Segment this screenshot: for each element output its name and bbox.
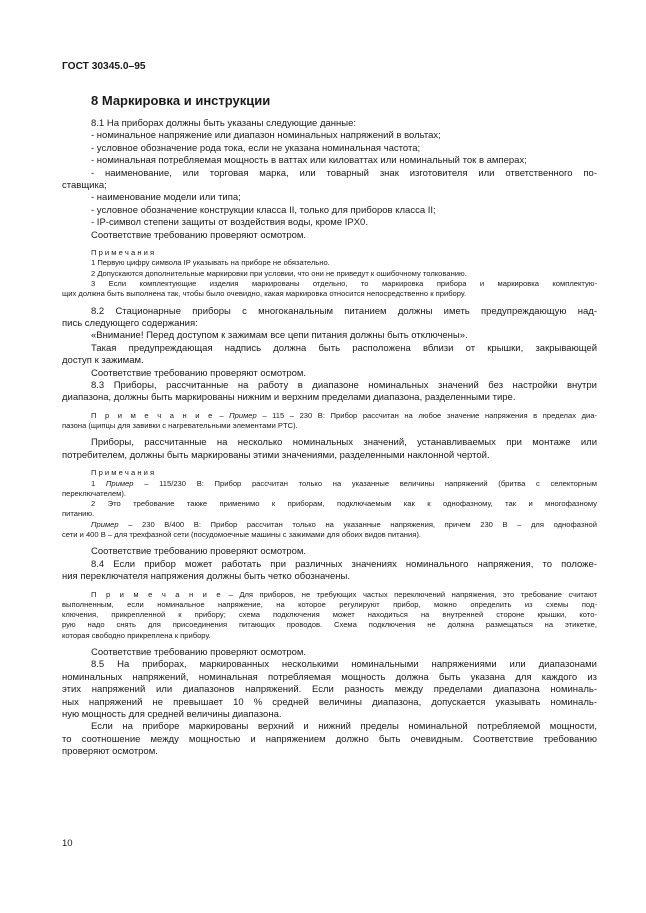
note-text: – 115/230 В: Прибор рассчитан только на указанные величины напряжений (бритва с селекторным [133, 478, 597, 488]
example-label: Пример [91, 519, 119, 529]
note-line: 2 Это требование также применимо к приборам, подключаемым как к однофазному, так и многофазному [91, 499, 597, 509]
clause-8-5-line: ных напряжений не превышает 10 % средней величины диапазона, допускается указывать номиналь- [62, 696, 597, 708]
compliance-check: Соответствие требованию проверяют осмотром. [91, 229, 307, 241]
clause-8-1-lead: 8.1 На приборах должны быть указаны следующие данные: [91, 118, 357, 129]
note-label: П р и м е ч а н и е [91, 410, 214, 420]
note-text: – 230 В/400 В: Прибор рассчитан только на указанные напряжения, причем 230 В – для однофазной [118, 519, 597, 529]
list-item: - IP-символ степени защиты от воздействия воды, кроме IPX0. [91, 217, 368, 229]
clause-8-2-line: пись следующего содержания: [62, 317, 198, 329]
note-line: ключения, прикрепленной к прибору; схема подключения может находиться на внутренней стороне крышки, кото- [62, 610, 597, 620]
example-label: Пример [105, 478, 134, 488]
note-item: 1 Первую цифру символа IP указывать на приборе не обязательно. [91, 258, 330, 268]
list-item: - наименование модели или типа; [91, 192, 241, 204]
clause-8-3-line: 8.3 Приборы, рассчитанные на работу в диапазоне номинальных значений без настройки внутри [91, 379, 597, 391]
clause-8-3-line: диапазона, должны быть маркированы нижним и верхним пределами диапазона, разделенными тире. [62, 392, 516, 404]
list-item-continuation: ставщика; [62, 180, 107, 192]
list-item: - наименование, или торговая марка, или товарный знак изготовителя или ответственного по- [91, 167, 597, 179]
note-line: переключателем). [62, 488, 127, 498]
clause-8-2-line: Такая предупреждающая надпись должна быть расположена вблизи от крышки, закрывающей [91, 342, 597, 354]
note-number: 1 [91, 478, 106, 488]
warning-text: «Внимание! Перед доступом к зажимам все цепи питания должны быть отключены». [91, 330, 468, 342]
note-item: 2 Допускаются дополнительные маркировки при условии, что они не приведут к ошибочному толкованию. [91, 268, 467, 278]
note-text: – Для приборов, не требующих частых переключений напряжения, это требование считают [222, 589, 597, 599]
notes-block-1 [62, 248, 597, 299]
body-text [62, 118, 597, 759]
clause-8-5-line: Если на приборе маркированы верхний и нижний пределы номинальной потребляемой мощности, [91, 721, 597, 733]
note-line: выполненным, если номинальное напряжение, на которое регулируют прибор, можно определить из схемы под- [62, 599, 597, 609]
note-label: П р и м е ч а н и е [91, 589, 223, 599]
clause-8-5-line: то соотношение между мощностью и напряжением должно быть очевидным. Соответствие требованию [62, 733, 597, 745]
note-item: 3 Если комплектующие изделия маркированы отдельно, то маркировка прибора и маркировка комплектую- [91, 278, 597, 288]
standard-code-header: ГОСТ 30345.0–95 [62, 61, 146, 72]
note-line: питанию. [62, 509, 95, 519]
clause-8-5-line: 8.5 На приборах, маркированных несколькими номинальными напряжениями или диапазонами [91, 659, 597, 671]
example-label: Пример [229, 410, 257, 420]
clause-8-5-line: ную мощность для средней величины диапазона. [62, 709, 282, 721]
notes-title: П р и м е ч а н и я [91, 468, 155, 478]
note-line [62, 590, 597, 600]
list-item: - номинальная потребляемая мощность в ваттах или киловаттах или номинальный ток в амперах; [91, 155, 527, 167]
compliance-check: Соответствие требованию проверяют осмотром. [91, 367, 307, 379]
note-block-4 [62, 590, 597, 641]
clause-8-2-line: 8.2 Стационарные приборы с многоканальным питанием должны иметь предупреждающую над- [91, 305, 597, 317]
clause-8-4-line: ния переключателя напряжения должны быть четко обозначены. [62, 571, 351, 583]
note-line: которая свободно прикреплена к прибору. [62, 630, 211, 640]
clause-8-5-line: номинальных напряжений, номинальная потребляемая мощность должна быть указана для каждого из [62, 671, 597, 683]
notes-title: П р и м е ч а н и я [91, 248, 155, 258]
note-text: – 115 – 230 В: Прибор рассчитан на любое значение напряжения в пределах диа- [256, 410, 597, 420]
note-line [62, 479, 597, 489]
compliance-check: Соответствие требованию проверяют осмотром. [91, 546, 307, 558]
list-item: - условное обозначение рода тока, если не указана номинальная частота; [91, 142, 421, 154]
page-number: 10 [62, 838, 73, 849]
section-title: 8 Маркировка и инструкции [91, 93, 271, 108]
note-dash: – [213, 410, 230, 420]
note-line [62, 411, 597, 421]
note-line [62, 520, 597, 530]
paragraph-line: потребителем, должны быть маркированы этими значениями, разделенными наклонной чертой. [62, 449, 490, 461]
note-line: сети и 400 В – для трехфазной сети (посудомоечные машины с зажимами для обоих видов питания). [62, 529, 421, 539]
note-line: пазона (щипцы для завивки с нагревательными элементами PTC). [62, 421, 298, 431]
clause-8-2-line: доступ к зажимам. [62, 355, 144, 367]
notes-block-3 [62, 468, 597, 540]
list-item: - номинальное напряжение или диапазон номинальных напряжений в вольтах; [91, 130, 441, 142]
clause-8-4-line: 8.4 Если прибор может работать при различных значениях номинального напряжения, то положе- [91, 558, 597, 570]
clause-8-5-line: этих напряжений или диапазонов напряжений. Если разность между пределами диапазона номиналь- [62, 684, 597, 696]
clause-8-5-line: проверяют осмотром. [62, 746, 158, 758]
compliance-check: Соответствие требованию проверяют осмотром. [91, 646, 307, 658]
note-block-2 [62, 411, 597, 432]
paragraph-line: Приборы, рассчитанные на несколько номинальных значений, устанавливаемых при монтаже или [91, 437, 597, 449]
list-item: - условное обозначение конструкции класса II, только для приборов класса II; [91, 204, 436, 216]
note-line: рую надо снять для присоединения питающих проводов. Схема подключения не должна размещаться на этикетке, [62, 620, 597, 630]
note-item-continuation: щих должна быть выполнена так, чтобы было очевидно, какая маркировка относится непосредственно к прибору. [62, 289, 467, 299]
